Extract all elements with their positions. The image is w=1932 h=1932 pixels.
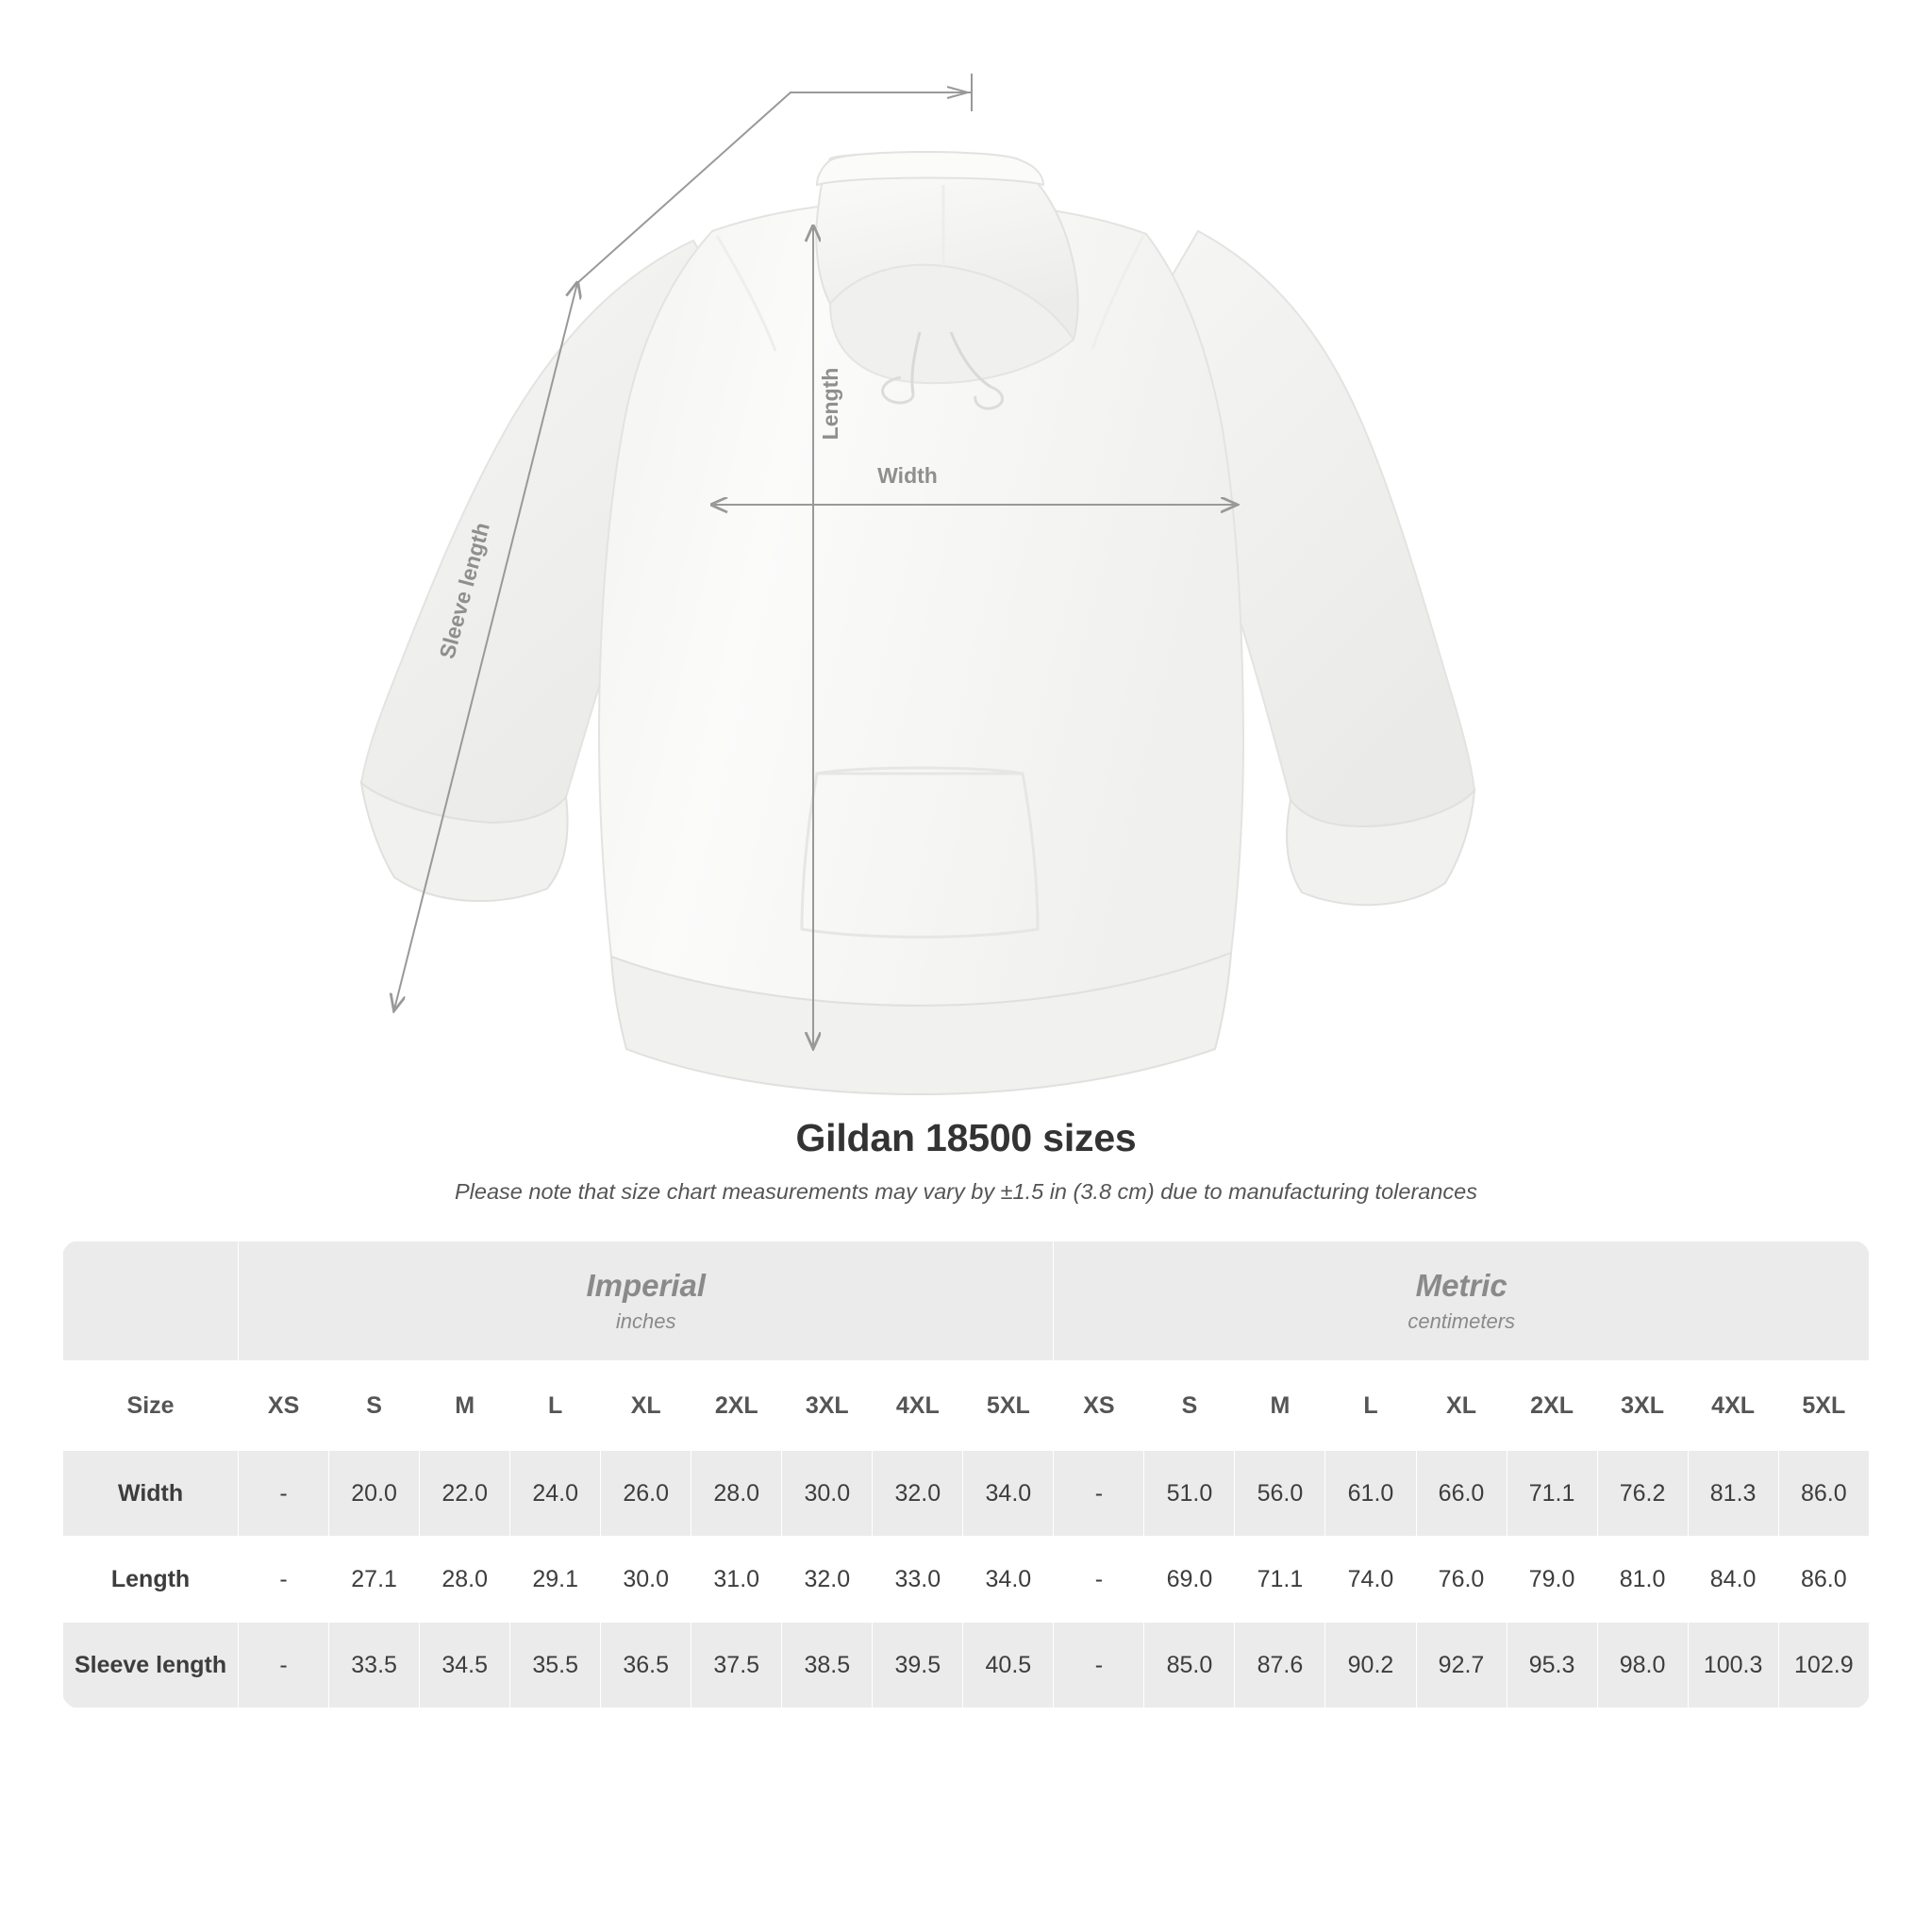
cell-length-imperial-3xl: 32.0 [782,1537,873,1623]
col-imperial-s: S [329,1361,420,1451]
table-row [63,1623,1870,1708]
cell-width-imperial-m: 22.0 [420,1451,510,1537]
cell-width-metric-xl: 66.0 [1416,1451,1507,1537]
cell-length-imperial-l: 29.1 [510,1537,601,1623]
cell-length-metric-s: 69.0 [1144,1537,1235,1623]
col-imperial-l: L [510,1361,601,1451]
width-label: Width [877,463,938,488]
cell-width-metric-5xl: 86.0 [1778,1451,1869,1537]
unit-header-row [63,1241,1870,1361]
col-imperial-xl: XL [601,1361,691,1451]
cell-length-metric-2xl: 79.0 [1507,1537,1597,1623]
col-metric-m: M [1235,1361,1325,1451]
cell-length-imperial-xs: - [239,1537,329,1623]
col-metric-s: S [1144,1361,1235,1451]
cell-sleeve-imperial-m: 34.5 [420,1623,510,1708]
unit-group-metric [1054,1241,1870,1361]
cell-sleeve-metric-l: 90.2 [1325,1623,1416,1708]
table-row [63,1451,1870,1537]
cell-width-metric-4xl: 81.3 [1688,1451,1778,1537]
col-imperial-2xl: 2XL [691,1361,782,1451]
page-title: Gildan 18500 sizes [795,1116,1137,1159]
col-metric-xs: XS [1054,1361,1144,1451]
col-imperial-m: M [420,1361,510,1451]
row-label-length: Length [63,1537,239,1623]
cell-length-metric-m: 71.1 [1235,1537,1325,1623]
size-chart-table-wrap [62,1241,1870,1708]
unit-metric-name: Metric [1415,1268,1507,1303]
cell-sleeve-imperial-3xl: 38.5 [782,1623,873,1708]
cell-width-imperial-2xl: 28.0 [691,1451,782,1537]
cell-width-metric-l: 61.0 [1325,1451,1416,1537]
cell-width-metric-s: 51.0 [1144,1451,1235,1537]
cell-length-imperial-xl: 30.0 [601,1537,691,1623]
cell-width-imperial-xs: - [239,1451,329,1537]
col-metric-5xl: 5XL [1778,1361,1869,1451]
length-label: Length [818,367,842,441]
col-imperial-3xl: 3XL [782,1361,873,1451]
cell-width-imperial-l: 24.0 [510,1451,601,1537]
col-metric-xl: XL [1416,1361,1507,1451]
cell-width-imperial-3xl: 30.0 [782,1451,873,1537]
cell-length-metric-xs: - [1054,1537,1144,1623]
cell-length-imperial-4xl: 33.0 [873,1537,963,1623]
unit-header-spacer [63,1241,239,1361]
cell-length-imperial-5xl: 34.0 [963,1537,1054,1623]
cell-sleeve-metric-m: 87.6 [1235,1623,1325,1708]
col-metric-2xl: 2XL [1507,1361,1597,1451]
chart-title-block [0,1116,1932,1205]
cell-width-metric-m: 56.0 [1235,1451,1325,1537]
cell-sleeve-imperial-xs: - [239,1623,329,1708]
unit-imperial-sub: inches [615,1309,676,1333]
hoodie-garment [361,152,1474,1094]
cell-length-metric-5xl: 86.0 [1778,1537,1869,1623]
row-label-width: Width [63,1451,239,1537]
col-imperial-xs: XS [239,1361,329,1451]
cell-sleeve-imperial-5xl: 40.5 [963,1623,1054,1708]
cell-sleeve-imperial-2xl: 37.5 [691,1623,782,1708]
cell-sleeve-imperial-s: 33.5 [329,1623,420,1708]
cell-width-imperial-s: 20.0 [329,1451,420,1537]
cell-sleeve-metric-xs: - [1054,1623,1144,1708]
cell-length-metric-4xl: 84.0 [1688,1537,1778,1623]
cell-width-metric-2xl: 71.1 [1507,1451,1597,1537]
cell-sleeve-imperial-l: 35.5 [510,1623,601,1708]
col-metric-3xl: 3XL [1597,1361,1688,1451]
cell-width-imperial-xl: 26.0 [601,1451,691,1537]
cell-length-imperial-s: 27.1 [329,1537,420,1623]
cell-length-metric-3xl: 81.0 [1597,1537,1688,1623]
row-label-sleeve-length: Sleeve length [63,1623,239,1708]
col-imperial-4xl: 4XL [873,1361,963,1451]
tolerance-note: Please note that size chart measurements may vary by ±1.5 in (3.8 cm) due to manufacturing tolerances [455,1179,1477,1204]
cell-width-imperial-4xl: 32.0 [873,1451,963,1537]
cell-length-metric-l: 74.0 [1325,1537,1416,1623]
sleeve-length-label: Sleeve length [434,519,495,661]
cell-sleeve-metric-4xl: 100.3 [1688,1623,1778,1708]
cell-sleeve-imperial-xl: 36.5 [601,1623,691,1708]
cell-length-metric-xl: 76.0 [1416,1537,1507,1623]
col-metric-l: L [1325,1361,1416,1451]
unit-group-imperial [239,1241,1054,1361]
table-row [63,1537,1870,1623]
size-header-row [63,1361,1870,1451]
size-chart-table [62,1241,1870,1708]
cell-length-imperial-m: 28.0 [420,1537,510,1623]
cell-sleeve-metric-2xl: 95.3 [1507,1623,1597,1708]
column-header-size: Size [63,1361,239,1451]
unit-imperial-name: Imperial [586,1268,706,1303]
col-metric-4xl: 4XL [1688,1361,1778,1451]
cell-sleeve-imperial-4xl: 39.5 [873,1623,963,1708]
cell-sleeve-metric-5xl: 102.9 [1778,1623,1869,1708]
cell-width-imperial-5xl: 34.0 [963,1451,1054,1537]
cell-sleeve-metric-xl: 92.7 [1416,1623,1507,1708]
cell-width-metric-xs: - [1054,1451,1144,1537]
unit-metric-sub: centimeters [1407,1309,1516,1333]
cell-length-imperial-2xl: 31.0 [691,1537,782,1623]
cell-width-metric-3xl: 76.2 [1597,1451,1688,1537]
col-imperial-5xl: 5XL [963,1361,1054,1451]
cell-sleeve-metric-3xl: 98.0 [1597,1623,1688,1708]
cell-sleeve-metric-s: 85.0 [1144,1623,1235,1708]
